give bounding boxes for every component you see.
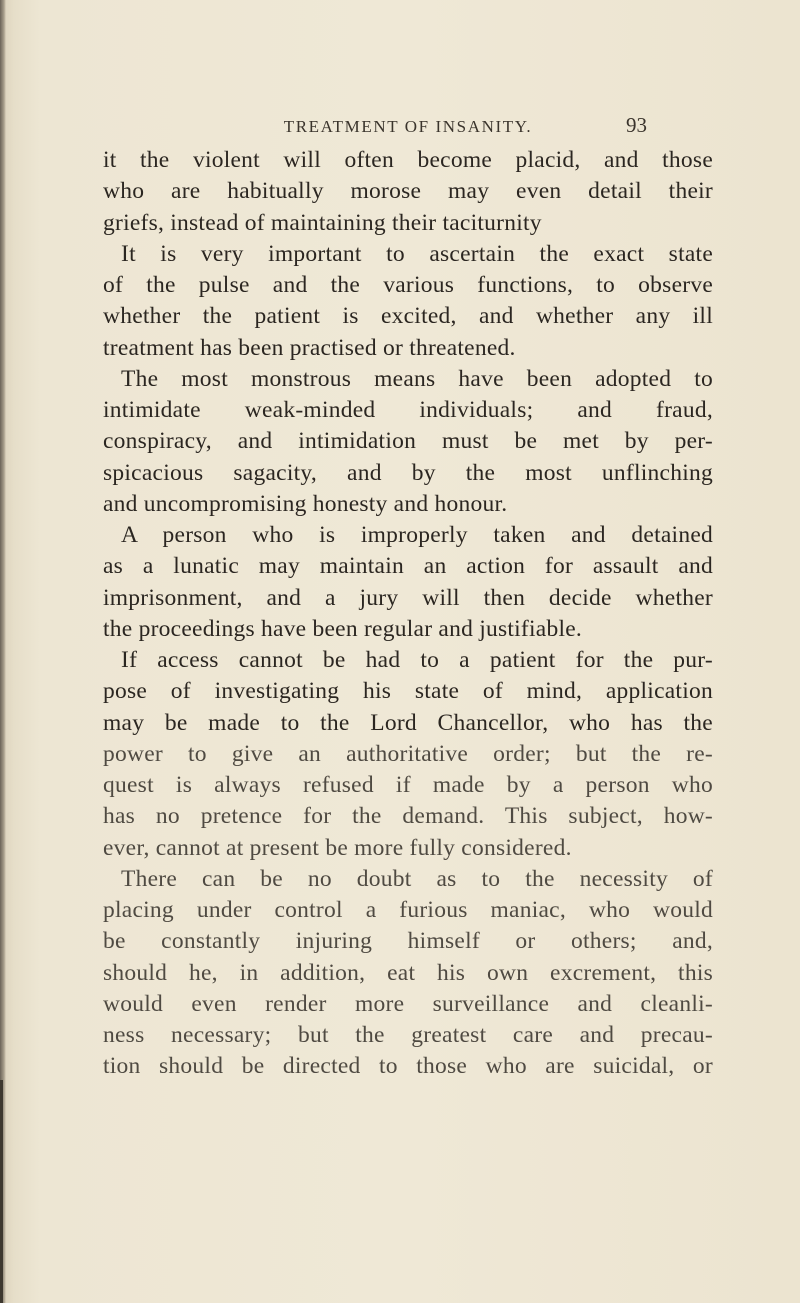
text-line: There can be no doubt as to the necessity of (121, 865, 713, 892)
text-line: pose of investigating his state of mind, application (103, 678, 713, 705)
page-binding-shadow (0, 1080, 3, 1303)
text-line: and uncompromising honesty and honour. (103, 490, 508, 517)
text-line: quest is always refused if made by a person who (103, 772, 713, 798)
text-line: The most monstrous means have been adopted to (121, 365, 713, 392)
text-line: It is very important to ascertain the exact state (121, 240, 713, 267)
text-line: power to give an authoritative order; but the re- (103, 740, 713, 767)
page-number: 93 (626, 113, 647, 137)
text-line: has no pretence for the demand. This subject, how- (103, 803, 713, 830)
text-line: whether the patient is excited, and whether any ill (103, 303, 713, 330)
text-line: placing under control a furious maniac, who would (103, 897, 713, 923)
text-line: ever, cannot at present be more fully considered. (103, 834, 572, 861)
text-line: ness necessary; but the greatest care and precau- (103, 1022, 713, 1048)
text-line: spicacious sagacity, and by the most unflinching (103, 459, 713, 486)
text-line: treatment has been practised or threatened. (103, 334, 516, 361)
text-line: as a lunatic may maintain an action for assault and (103, 553, 713, 580)
text-line: griefs, instead of maintaining their taciturnity (103, 209, 542, 236)
text-line: it the violent will often become placid, and those (103, 147, 713, 173)
text-line: be constantly injuring himself or others; and, (103, 928, 713, 955)
text-line: who are habitually morose may even detail their (103, 178, 713, 205)
text-line: tion should be directed to those who are suicidal, or (103, 1053, 713, 1080)
text-line: the proceedings have been regular and justifiable. (103, 615, 583, 642)
text-line: would even render more surveillance and cleanli- (103, 990, 713, 1017)
text-line: If access cannot be had to a patient for the pur- (121, 647, 713, 673)
text-line: of the pulse and the various functions, to observe (103, 272, 713, 298)
text-line: may be made to the Lord Chancellor, who has the (103, 709, 713, 736)
text-line: imprisonment, and a jury will then decide whether (103, 584, 713, 611)
body-text (103, 145, 713, 1083)
running-title: TREATMENT OF INSANITY. (283, 117, 533, 136)
text-line: conspiracy, and intimidation must be met by per- (103, 428, 713, 455)
text-line: intimidate weak-minded individuals; and fraud, (103, 397, 713, 423)
text-line: should he, in addition, eat his own excrement, this (103, 959, 713, 986)
text-line: A person who is improperly taken and detained (121, 522, 713, 548)
